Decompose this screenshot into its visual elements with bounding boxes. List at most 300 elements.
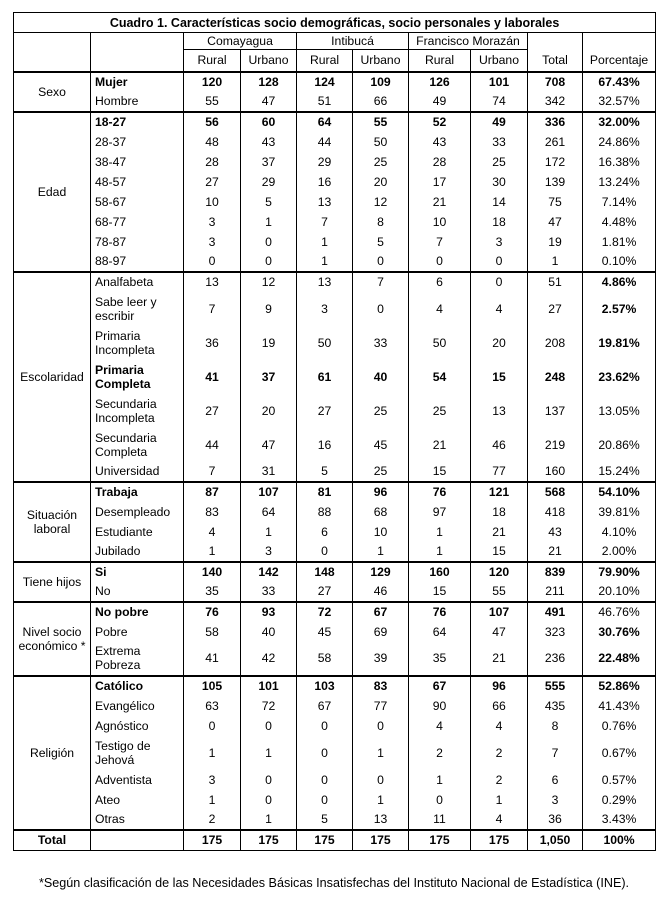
total-value-cell: 491 (528, 602, 583, 622)
value-cell: 107 (241, 482, 297, 502)
total-value-cell: 708 (528, 72, 583, 92)
value-cell: 1 (353, 736, 409, 770)
value-cell: 12 (241, 272, 297, 292)
value-cell: 42 (241, 642, 297, 676)
value-cell: 0 (184, 252, 241, 272)
table-row (14, 360, 656, 394)
value-cell: 142 (241, 562, 297, 582)
value-cell: 43 (409, 132, 471, 152)
value-cell: 93 (241, 602, 297, 622)
value-cell: 121 (471, 482, 528, 502)
value-cell: 6 (297, 522, 353, 542)
value-cell: 7 (297, 212, 353, 232)
value-cell: 27 (184, 172, 241, 192)
total-value-cell: 568 (528, 482, 583, 502)
total-value-cell: 6 (528, 770, 583, 790)
value-cell: 3 (184, 232, 241, 252)
percentage-cell: 0.76% (583, 716, 656, 736)
value-cell: 20 (241, 394, 297, 428)
value-cell: 77 (471, 462, 528, 482)
value-cell: 31 (241, 462, 297, 482)
row-label: Evangélico (91, 696, 184, 716)
total-value-cell: 1 (528, 252, 583, 272)
value-cell: 74 (471, 92, 528, 112)
total-value-cell: 839 (528, 562, 583, 582)
value-cell: 17 (409, 172, 471, 192)
table-row (14, 676, 656, 696)
value-cell: 14 (471, 192, 528, 212)
value-cell: 76 (184, 602, 241, 622)
table-row (14, 810, 656, 830)
total-value-cell: 51 (528, 272, 583, 292)
subheader-rural: Rural (409, 50, 471, 72)
percentage-cell: 2.57% (583, 292, 656, 326)
table-row (14, 192, 656, 212)
percentage-cell: 19.81% (583, 326, 656, 360)
row-label: 68-77 (91, 212, 184, 232)
value-cell: 2 (471, 770, 528, 790)
table-row (14, 716, 656, 736)
total-value-cell: 236 (528, 642, 583, 676)
value-cell: 15 (471, 360, 528, 394)
value-cell: 1 (241, 212, 297, 232)
value-cell: 1 (241, 810, 297, 830)
value-cell: 63 (184, 696, 241, 716)
subheader-urbano: Urbano (353, 50, 409, 72)
value-cell: 13 (297, 272, 353, 292)
value-cell: 25 (353, 152, 409, 172)
value-cell: 64 (241, 502, 297, 522)
value-cell: 81 (297, 482, 353, 502)
row-label: Primaria Completa (91, 360, 184, 394)
header-empty-total (528, 33, 583, 50)
row-label: Analfabeta (91, 272, 184, 292)
percentage-cell: 22.48% (583, 642, 656, 676)
percentage-cell: 20.86% (583, 428, 656, 462)
value-cell: 67 (297, 696, 353, 716)
value-cell: 4 (471, 810, 528, 830)
table-row (14, 232, 656, 252)
value-cell: 1 (471, 790, 528, 810)
value-cell: 1 (409, 522, 471, 542)
total-value-cell: 219 (528, 428, 583, 462)
value-cell: 33 (241, 582, 297, 602)
value-cell: 0 (241, 252, 297, 272)
total-value-cell: 8 (528, 716, 583, 736)
table-title: Cuadro 1. Características socio demográficas, socio personales y laborales (14, 13, 656, 33)
value-cell: 54 (409, 360, 471, 394)
value-cell: 48 (184, 132, 241, 152)
value-cell: 18 (471, 212, 528, 232)
row-label: Hombre (91, 92, 184, 112)
value-cell: 1 (184, 736, 241, 770)
value-cell: 101 (241, 676, 297, 696)
value-cell: 56 (184, 112, 241, 132)
total-value-cell: 36 (528, 810, 583, 830)
value-cell: 55 (471, 582, 528, 602)
value-cell: 60 (241, 112, 297, 132)
total-cell: 175 (241, 830, 297, 851)
percentage-cell: 7.14% (583, 192, 656, 212)
value-cell: 46 (471, 428, 528, 462)
value-cell: 1 (184, 790, 241, 810)
table-row (14, 770, 656, 790)
value-cell: 50 (353, 132, 409, 152)
row-label: Desempleado (91, 502, 184, 522)
value-cell: 1 (297, 252, 353, 272)
value-cell: 4 (409, 292, 471, 326)
total-value-cell: 27 (528, 292, 583, 326)
table-row (14, 736, 656, 770)
value-cell: 27 (184, 394, 241, 428)
percentage-cell: 2.00% (583, 542, 656, 562)
value-cell: 20 (471, 326, 528, 360)
total-cell: 175 (353, 830, 409, 851)
row-label: Jubilado (91, 542, 184, 562)
value-cell: 77 (353, 696, 409, 716)
value-cell: 41 (184, 360, 241, 394)
value-cell: 0 (297, 790, 353, 810)
row-label: 28-37 (91, 132, 184, 152)
value-cell: 3 (297, 292, 353, 326)
total-cell: 175 (297, 830, 353, 851)
value-cell: 96 (471, 676, 528, 696)
percentage-cell: 79.90% (583, 562, 656, 582)
value-cell: 25 (409, 394, 471, 428)
header-empty-category (14, 33, 91, 72)
value-cell: 67 (409, 676, 471, 696)
value-cell: 16 (297, 172, 353, 192)
category-label: Situación laboral (14, 482, 91, 562)
value-cell: 7 (353, 272, 409, 292)
value-cell: 0 (297, 736, 353, 770)
value-cell: 0 (241, 790, 297, 810)
characteristics-table (13, 12, 656, 851)
value-cell: 13 (353, 810, 409, 830)
value-cell: 1 (184, 542, 241, 562)
value-cell: 120 (184, 72, 241, 92)
percentage-cell: 3.43% (583, 810, 656, 830)
percentage-cell: 15.24% (583, 462, 656, 482)
value-cell: 148 (297, 562, 353, 582)
value-cell: 7 (184, 462, 241, 482)
footnote: *Según clasificación de las Necesidades Básicas Insatisfechas del Instituto Nacional de Estadística (INE). (38, 876, 630, 890)
value-cell: 5 (353, 232, 409, 252)
value-cell: 9 (241, 292, 297, 326)
percentage-cell: 23.62% (583, 360, 656, 394)
table-row (14, 132, 656, 152)
total-value-cell: 137 (528, 394, 583, 428)
value-cell: 15 (409, 582, 471, 602)
value-cell: 43 (241, 132, 297, 152)
value-cell: 19 (241, 326, 297, 360)
value-cell: 51 (297, 92, 353, 112)
value-cell: 10 (184, 192, 241, 212)
category-label: Sexo (14, 72, 91, 112)
table-row (14, 326, 656, 360)
value-cell: 40 (241, 622, 297, 642)
value-cell: 5 (297, 810, 353, 830)
value-cell: 0 (353, 770, 409, 790)
value-cell: 1 (353, 542, 409, 562)
percentage-cell: 16.38% (583, 152, 656, 172)
total-value-cell: 435 (528, 696, 583, 716)
total-value-cell: 47 (528, 212, 583, 232)
value-cell: 0 (297, 770, 353, 790)
row-label: 88-97 (91, 252, 184, 272)
percentage-cell: 24.86% (583, 132, 656, 152)
value-cell: 35 (409, 642, 471, 676)
percentage-cell: 1.81% (583, 232, 656, 252)
value-cell: 1 (241, 736, 297, 770)
row-label: Secundaria Incompleta (91, 394, 184, 428)
value-cell: 49 (471, 112, 528, 132)
value-cell: 45 (353, 428, 409, 462)
value-cell: 64 (409, 622, 471, 642)
value-cell: 83 (353, 676, 409, 696)
value-cell: 83 (184, 502, 241, 522)
value-cell: 10 (353, 522, 409, 542)
total-value-cell: 172 (528, 152, 583, 172)
value-cell: 21 (471, 642, 528, 676)
value-cell: 0 (409, 790, 471, 810)
value-cell: 50 (409, 326, 471, 360)
value-cell: 0 (353, 292, 409, 326)
value-cell: 7 (409, 232, 471, 252)
value-cell: 10 (409, 212, 471, 232)
value-cell: 52 (409, 112, 471, 132)
table-row (14, 542, 656, 562)
total-value-cell: 208 (528, 326, 583, 360)
value-cell: 66 (353, 92, 409, 112)
value-cell: 29 (297, 152, 353, 172)
row-label: Trabaja (91, 482, 184, 502)
value-cell: 28 (409, 152, 471, 172)
value-cell: 36 (184, 326, 241, 360)
value-cell: 0 (471, 252, 528, 272)
value-cell: 0 (471, 272, 528, 292)
total-row (14, 830, 656, 851)
value-cell: 55 (353, 112, 409, 132)
value-cell: 37 (241, 152, 297, 172)
total-value-cell: 336 (528, 112, 583, 132)
value-cell: 2 (471, 736, 528, 770)
value-cell: 41 (184, 642, 241, 676)
value-cell: 4 (184, 522, 241, 542)
percentage-cell: 4.86% (583, 272, 656, 292)
value-cell: 76 (409, 602, 471, 622)
table-row (14, 790, 656, 810)
value-cell: 0 (184, 716, 241, 736)
row-label: Adventista (91, 770, 184, 790)
value-cell: 58 (184, 622, 241, 642)
percentage-cell: 20.10% (583, 582, 656, 602)
region-header: Comayagua (184, 33, 297, 50)
value-cell: 0 (241, 716, 297, 736)
value-cell: 46 (353, 582, 409, 602)
value-cell: 72 (297, 602, 353, 622)
value-cell: 3 (184, 212, 241, 232)
total-value-cell: 555 (528, 676, 583, 696)
subheader-urbano: Urbano (241, 50, 297, 72)
value-cell: 49 (409, 92, 471, 112)
table-row (14, 394, 656, 428)
table-row (14, 622, 656, 642)
table-row (14, 502, 656, 522)
row-label: Testigo de Jehová (91, 736, 184, 770)
row-label: No (91, 582, 184, 602)
percentage-cell: 0.10% (583, 252, 656, 272)
table-row (14, 562, 656, 582)
value-cell: 25 (471, 152, 528, 172)
value-cell: 88 (297, 502, 353, 522)
value-cell: 44 (297, 132, 353, 152)
value-cell: 3 (184, 770, 241, 790)
value-cell: 33 (353, 326, 409, 360)
value-cell: 6 (409, 272, 471, 292)
value-cell: 13 (471, 394, 528, 428)
row-label: 78-87 (91, 232, 184, 252)
row-label: Otras (91, 810, 184, 830)
percentage-cell: 46.76% (583, 602, 656, 622)
percentage-cell: 54.10% (583, 482, 656, 502)
value-cell: 1 (353, 790, 409, 810)
value-cell: 29 (241, 172, 297, 192)
value-cell: 3 (471, 232, 528, 252)
value-cell: 96 (353, 482, 409, 502)
subheader-rural: Rural (184, 50, 241, 72)
value-cell: 30 (471, 172, 528, 192)
total-cell: 1,050 (528, 830, 583, 851)
percentage-cell: 13.05% (583, 394, 656, 428)
value-cell: 13 (297, 192, 353, 212)
table-row (14, 522, 656, 542)
percentage-cell: 30.76% (583, 622, 656, 642)
total-value-cell: 211 (528, 582, 583, 602)
percentage-cell: 32.57% (583, 92, 656, 112)
value-cell: 25 (353, 462, 409, 482)
row-label: Secundaria Completa (91, 428, 184, 462)
percentage-cell: 0.29% (583, 790, 656, 810)
value-cell: 129 (353, 562, 409, 582)
row-label: Ateo (91, 790, 184, 810)
value-cell: 50 (297, 326, 353, 360)
row-label: Sabe leer y escribir (91, 292, 184, 326)
header-percentage: Porcentaje (583, 50, 656, 72)
value-cell: 4 (471, 292, 528, 326)
value-cell: 1 (297, 232, 353, 252)
total-value-cell: 19 (528, 232, 583, 252)
row-label: Católico (91, 676, 184, 696)
table-row (14, 152, 656, 172)
header-total: Total (528, 50, 583, 72)
row-label: Pobre (91, 622, 184, 642)
value-cell: 67 (353, 602, 409, 622)
value-cell: 69 (353, 622, 409, 642)
total-value-cell: 418 (528, 502, 583, 522)
value-cell: 47 (471, 622, 528, 642)
value-cell: 21 (471, 522, 528, 542)
total-value-cell: 3 (528, 790, 583, 810)
total-value-cell: 21 (528, 542, 583, 562)
category-label: Tiene hijos (14, 562, 91, 602)
total-value-cell: 75 (528, 192, 583, 212)
percentage-cell: 32.00% (583, 112, 656, 132)
value-cell: 0 (297, 716, 353, 736)
value-cell: 33 (471, 132, 528, 152)
total-value-cell: 248 (528, 360, 583, 394)
value-cell: 103 (297, 676, 353, 696)
table-row (14, 642, 656, 676)
total-row-label: Total (14, 830, 91, 851)
value-cell: 7 (184, 292, 241, 326)
region-header: Intibucá (297, 33, 409, 50)
value-cell: 40 (353, 360, 409, 394)
value-cell: 12 (353, 192, 409, 212)
value-cell: 47 (241, 92, 297, 112)
value-cell: 21 (409, 192, 471, 212)
row-label: 18-27 (91, 112, 184, 132)
row-label: 58-67 (91, 192, 184, 212)
subheader-urbano: Urbano (471, 50, 528, 72)
value-cell: 58 (297, 642, 353, 676)
region-header: Francisco Morazán (409, 33, 528, 50)
percentage-cell: 39.81% (583, 502, 656, 522)
total-value-cell: 323 (528, 622, 583, 642)
value-cell: 128 (241, 72, 297, 92)
category-label: Religión (14, 676, 91, 830)
row-label: Extrema Pobreza (91, 642, 184, 676)
table-row (14, 112, 656, 132)
row-label: 38-47 (91, 152, 184, 172)
table-row (14, 212, 656, 232)
row-label: Si (91, 562, 184, 582)
value-cell: 87 (184, 482, 241, 502)
value-cell: 44 (184, 428, 241, 462)
value-cell: 1 (241, 522, 297, 542)
value-cell: 72 (241, 696, 297, 716)
row-label: 48-57 (91, 172, 184, 192)
percentage-cell: 0.67% (583, 736, 656, 770)
table-row (14, 272, 656, 292)
value-cell: 124 (297, 72, 353, 92)
value-cell: 160 (409, 562, 471, 582)
row-label: Mujer (91, 72, 184, 92)
percentage-cell: 4.48% (583, 212, 656, 232)
value-cell: 39 (353, 642, 409, 676)
value-cell: 5 (241, 192, 297, 212)
total-cell: 175 (409, 830, 471, 851)
value-cell: 126 (409, 72, 471, 92)
value-cell: 109 (353, 72, 409, 92)
value-cell: 8 (353, 212, 409, 232)
percentage-cell: 0.57% (583, 770, 656, 790)
value-cell: 105 (184, 676, 241, 696)
value-cell: 28 (184, 152, 241, 172)
category-label: Nivel socio económico * (14, 602, 91, 676)
percentage-cell: 52.86% (583, 676, 656, 696)
table-row (14, 602, 656, 622)
value-cell: 35 (184, 582, 241, 602)
row-label: Primaria Incompleta (91, 326, 184, 360)
value-cell: 3 (241, 542, 297, 562)
value-cell: 0 (353, 716, 409, 736)
percentage-cell: 13.24% (583, 172, 656, 192)
row-label: No pobre (91, 602, 184, 622)
header-empty-label (91, 33, 184, 72)
table-body (14, 72, 656, 830)
total-value-cell: 261 (528, 132, 583, 152)
